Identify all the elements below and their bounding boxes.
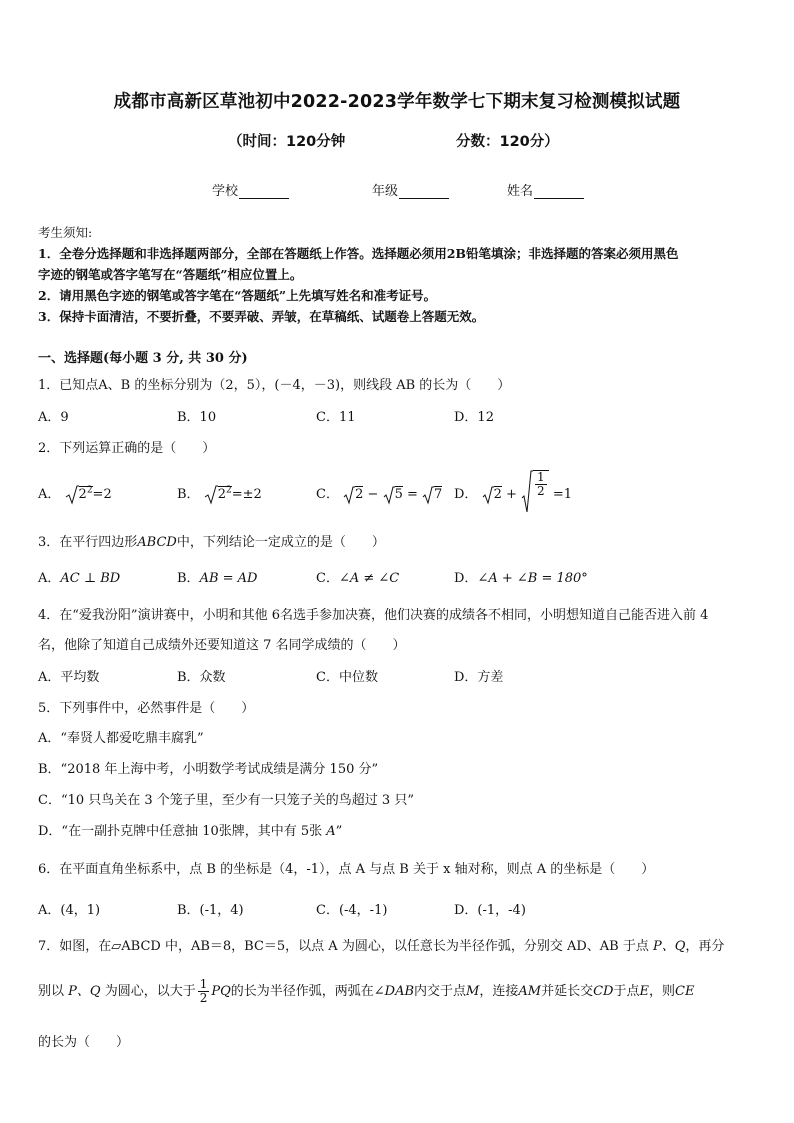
question-4-line-2: 名，他除了知道自己成绩外还要知道这 7 名同学成绩的（ ）: [38, 638, 406, 653]
q2-option-c: [316, 483, 442, 505]
name-field: [507, 180, 584, 199]
exam-title: 成都市高新区草池初中2022-2023学年数学七下期末复习检测模拟试题: [113, 92, 681, 112]
q7-l2-mid2: 的长为半径作弧，两弧在: [230, 984, 374, 999]
q7-l2-mid7: ，则: [648, 984, 675, 999]
q3-stem-math: ABCD: [137, 535, 177, 550]
question-6-stem: 6．在平面直角坐标系中，点 B 的坐标是（4，-1），点 A 与点 B 关于 x 轴对称，则点 A 的坐标是（ ）: [38, 862, 655, 877]
name-label: 姓名: [507, 184, 534, 199]
q7-l2-mid4: ，连接: [479, 984, 519, 999]
q3-stem-pre: 3．在平行四边形: [38, 535, 138, 550]
question-7-line-2: [38, 972, 694, 1012]
q5-d-pre: D．“在一副扑克牌中任意抽 10张牌，其中有 5张: [38, 824, 327, 839]
q2-b-base: 2: [217, 487, 226, 502]
q2-a-label: A．: [38, 487, 61, 502]
q7-l1-post: ，再分: [685, 939, 725, 954]
notice-item-1-cont: 字迹的钢笔或答字笔写在“答题纸”相应位置上。: [38, 267, 303, 282]
sqrt-icon: [204, 485, 218, 505]
question-1-stem: 1．已知点A、B 的坐标分别为（2，5），(－4，－3)，则线段 AB 的长为（ ）: [38, 378, 511, 393]
q7-l2-e: E: [639, 984, 649, 999]
q3-c-math: ∠A ≠ ∠C: [338, 571, 400, 586]
question-4-line-1: 4．在“爱我汾阳”演讲赛中，小明和其他 6名选手参加决赛，他们决赛的成绩各不相同，小明想知道自己能否进入前 4: [38, 608, 709, 623]
q2-c-radicand-1: 2: [355, 487, 364, 502]
q5-d-math: A: [326, 824, 336, 839]
q2-d-eq: =1: [552, 487, 572, 502]
exam-notice: [38, 222, 758, 327]
q5-option-a: A．“奉贤人都爱吃鼎丰腐乳”: [38, 731, 204, 746]
q6-option-d: D．(-1，-4): [454, 903, 526, 918]
q1-option-a: A．9: [38, 410, 69, 425]
question-5-stem: 5．下列事件中，必然事件是（ ）: [38, 701, 255, 716]
q2-c-eq: =: [406, 487, 418, 502]
school-blank: [239, 184, 289, 199]
q3-b-math: AB = AD: [199, 571, 258, 586]
q2-d-frac-den: 2: [537, 484, 545, 498]
q3-c-label: C．: [316, 571, 339, 586]
sqrt-icon: [383, 485, 395, 505]
question-2-stem: 2．下列运算正确的是（ ）: [38, 441, 216, 456]
q2-option-b: [177, 483, 262, 505]
student-info-fields: [0, 180, 794, 202]
q6-option-b: B．(-1，4): [177, 903, 244, 918]
school-field: [212, 180, 289, 199]
grade-label: 年级: [372, 184, 399, 199]
section-heading: 一、选择题(每小题 3 分, 共 30 分): [38, 351, 248, 366]
q7-l2-m: M: [466, 984, 480, 999]
q2-a-base: 2: [78, 487, 87, 502]
q7-frac-num: 1: [199, 977, 208, 991]
q7-l2-mid5: 并延长交: [541, 984, 594, 999]
q7-l2-pq2: PQ: [211, 984, 231, 999]
q2-c-label: C．: [316, 487, 339, 502]
q2-option-a: [38, 483, 112, 505]
notice-item-3: 3．保持卡面清洁，不要折叠，不要弄破、弄皱，在草稿纸、试题卷上答题无效。: [38, 309, 485, 324]
q3-option-c: [316, 567, 399, 586]
q3-stem-post: 中，下列结论一定成立的是（ ）: [176, 535, 385, 550]
q1-option-c: C．11: [316, 410, 356, 425]
q6-option-c: C．(-4，-1): [316, 903, 388, 918]
grade-field: [372, 180, 449, 199]
q7-fraction: [198, 978, 210, 1005]
q7-l2-am: AM: [518, 984, 542, 999]
q4-option-c: C．中位数: [316, 670, 378, 685]
q3-d-math: ∠A + ∠B = 180°: [477, 571, 588, 586]
q7-l2-mid6: 于点: [613, 984, 640, 999]
q7-l2-mid3: 内交于点: [414, 984, 467, 999]
q7-l2-pre: 别以: [38, 984, 65, 999]
score-label: 分数：120分）: [456, 134, 559, 150]
notice-heading: 考生须知:: [38, 225, 93, 240]
q3-option-b: [177, 567, 257, 586]
q3-a-math: AC ⊥ BD: [60, 571, 121, 586]
q7-l2-cd: CD: [593, 984, 614, 999]
q2-option-d: [454, 470, 572, 514]
question-7-line-1: [38, 935, 724, 954]
q4-option-d: D．方差: [454, 670, 504, 685]
q3-a-label: A．: [38, 571, 61, 586]
sqrt-icon: [482, 485, 494, 505]
q2-b-exp: 2: [225, 485, 232, 496]
q2-a-exp: 2: [86, 485, 93, 496]
q2-d-label: D．: [454, 487, 478, 502]
sqrt-icon: [521, 470, 533, 514]
q3-d-label: D．: [454, 571, 478, 586]
q2-a-tail: =2: [92, 487, 112, 502]
q5-option-b: B．“2018 年上海中考，小明数学考试成绩是满分 150 分”: [38, 762, 379, 777]
q7-l2-pq: P、Q: [64, 984, 105, 999]
q4-option-b: B．众数: [177, 670, 226, 685]
q7-frac-den: 2: [199, 991, 208, 1005]
q4-option-a: A．平均数: [38, 670, 100, 685]
q2-c-radicand-3: 7: [434, 487, 443, 502]
q2-d-plus: +: [506, 487, 517, 502]
q7-l2-ce: CE: [675, 984, 695, 999]
grade-blank: [399, 184, 449, 199]
q3-b-label: B．: [177, 571, 200, 586]
q7-l1-pre: 7．如图，在▱ABCD 中，AB＝8，BC＝5，以点 A 为圆心，以任意长为半径作弧，分别交 AD、AB 于点: [38, 939, 653, 954]
exam-subtitle: [0, 130, 794, 152]
q5-option-d: [38, 820, 342, 839]
q2-d-fraction: [535, 471, 547, 498]
q2-c-radicand-2: 5: [394, 487, 403, 502]
q3-option-d: [454, 567, 588, 586]
school-label: 学校: [212, 184, 239, 199]
name-blank: [534, 184, 584, 199]
sqrt-icon: [422, 485, 434, 505]
q2-d-frac-num: 1: [537, 470, 545, 484]
q1-option-d: D．12: [454, 410, 494, 425]
question-7-line-3: 的长为（ ）: [38, 1035, 130, 1050]
q7-l1-math: P、Q: [652, 939, 686, 954]
q2-c-minus: −: [367, 487, 379, 502]
q3-option-a: [38, 567, 120, 586]
q5-d-post: ”: [335, 824, 343, 839]
notice-item-2: 2．请用黑色字迹的钢笔或答字笔在“答题纸”上先填写姓名和准考证号。: [38, 288, 437, 303]
q7-l2-angle: ∠DAB: [373, 984, 415, 999]
q2-d-radicand: 2: [493, 487, 502, 502]
q5-option-c: C．“10 只鸟关在 3 个笼子里，至少有一只笼子关的鸟超过 3 只”: [38, 793, 414, 808]
sqrt-icon: [343, 485, 355, 505]
q2-b-label: B．: [177, 487, 200, 502]
q2-b-tail: =±2: [231, 487, 262, 502]
time-label: （时间：120分钟: [228, 134, 346, 150]
sqrt-icon: [65, 485, 79, 505]
q1-option-b: B．10: [177, 410, 217, 425]
question-3-stem: [38, 531, 385, 550]
q7-l2-mid: 为圆心，以大于: [104, 984, 196, 999]
q6-option-a: A．(4，1): [38, 903, 101, 918]
notice-item-1: 1．全卷分选择题和非选择题两部分，全部在答题纸上作答。选择题必须用2B铅笔填涂；非选择题的答案必须用黑色: [38, 246, 679, 261]
